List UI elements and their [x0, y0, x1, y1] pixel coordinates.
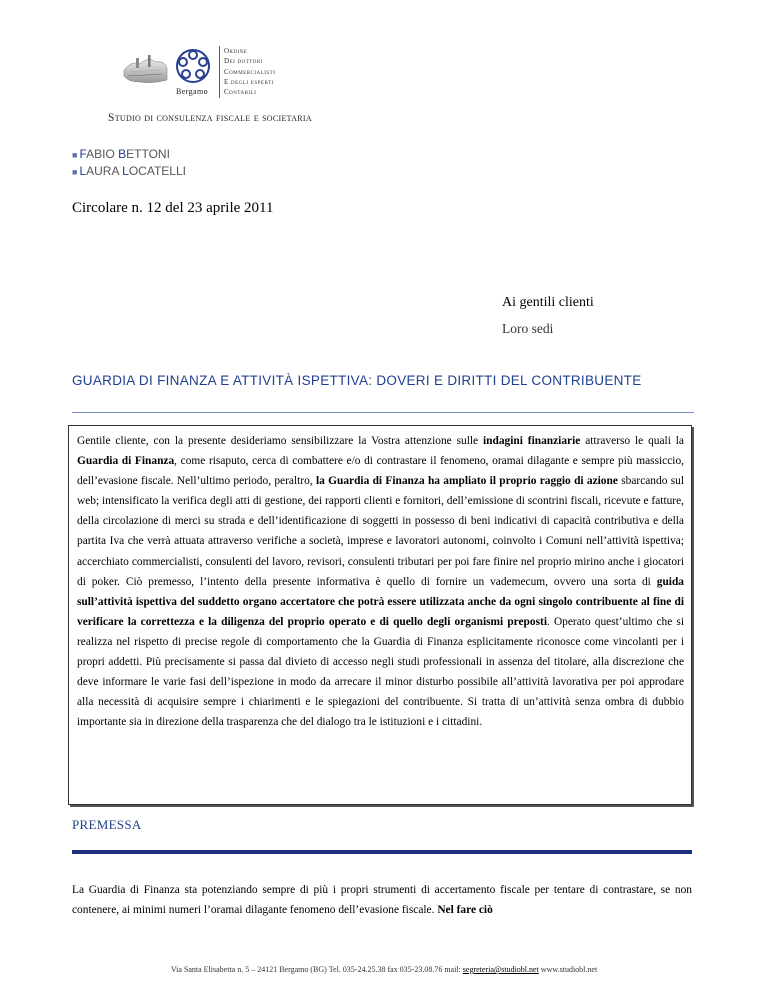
logo-line: Dei dottori — [224, 57, 263, 66]
section-heading: PREMESSA — [72, 817, 142, 832]
partner-name: ■ LAURA LOCATELLI — [72, 164, 186, 178]
logo-lines — [224, 46, 275, 97]
bullet-icon: ■ — [72, 167, 78, 177]
addressee-line: Ai gentili clienti — [502, 295, 594, 310]
logo-divider — [219, 46, 220, 98]
partner-name: ■ FABIO BETTONI — [72, 147, 170, 161]
logo-line: Contabili — [224, 88, 257, 97]
circular-number: Circolare n. 12 del 23 aprile 2011 — [72, 200, 274, 216]
studio-name: Studio di consulenza fiscale e societaria — [108, 112, 312, 124]
page-footer: Via Santa Elisabetta n. 5 – 24121 Bergamo (BG) Tel. 035-24.25.38 fax 035-23.08.76 mail: segreteria@studiobl.net www.studiobl.net — [170, 965, 598, 974]
email-link[interactable]: segreteria@studiobl.net — [462, 965, 539, 974]
partner-list — [72, 146, 186, 180]
section-divider — [72, 850, 692, 854]
document-title: GUARDIA DI FINANZA E ATTIVITÀ ISPETTIVA: DOVERI E DIRITTI DEL CONTRIBUENTE — [72, 373, 642, 388]
logo-city: Bergamo — [176, 87, 208, 96]
body-paragraph: La Guardia di Finanza sta potenziando sempre di più i propri strumenti di accertamento fiscale per tentare di contrastare, se non contenere, ai minimi numeri l’oramai dilagante fenomeno dell’evasione fiscale. Nel fare ciò — [72, 884, 692, 917]
addressee-line: Loro sedi — [502, 321, 554, 336]
title-divider — [72, 412, 694, 413]
addressee — [502, 290, 594, 342]
logo-line: Ordine — [224, 47, 248, 55]
logo-line: E degli esperti — [224, 77, 274, 86]
odcec-emblem-icon — [172, 46, 214, 86]
bergamo-skyline-image — [122, 46, 168, 86]
website-link[interactable]: www.studiobl.net — [538, 965, 598, 974]
bullet-icon: ■ — [72, 150, 78, 160]
intro-box: Gentile cliente, con la presente desideriamo sensibilizzare la Vostra attenzione sulle indagini finanziarie attraverso le quali la Guardia di Finanza, come risaputo, cerca di combattere e/o di contrastare il fenomeno, oramai dilagante e sempre più massiccio, dell’evasione fiscale. Nell’ultimo periodo, peraltro, la Guardia di Finanza ha ampliato il proprio raggio di azione sbarcando sul web; intensificato la verifica degli atti di gestione, dei rapporti clienti e fornitori, dell’emissione di scontrini fiscali, ricevute e fatture, della circolazione di merci su strada e dell’identificazione di soggetti in possesso di beni indicativi di capacità contributiva e della partita Iva che verrà attuata attraverso verifiche a società, imprese e lavoratori autonomi, coinvolto i Comuni nell’attività ispettiva; accerchiato commercialisti, consulenti del lavoro, revisori, consulenti tributari per poi fare finire nel proprio mirino anche i giocatori di poker. Ciò premesso, l’intento della presente informativa è quello di fornire un vademecum, ovvero una sorta di guida sull’attività ispettiva del suddetto organo accertatore che potrà essere utilizzata anche da ogni singolo contribuente al fine di verificare la correttezza e la diligenza del proprio operato e di quello degli organismi preposti. Operato quest’ultimo che si realizza nel rispetto di precise regole di comportamento che la Guardia di Finanza esplicitamente riconosce come vincolanti per i propri addetti. Più precisamente si passa dal divieto di accesso negli studi professionali in assenza del titolare, alla discrezione che deve informare le varie fasi dell’ispezione in modo da arrecare il minor disturbo possibile all’attività lavorativa per poi approdare alla necessità di acquisire sempre i chiarimenti e le spiegazioni del contribuente. Si tratta di un’attività senza ombra di dubbio importante sia in direzione della trasparenza che del dialogo tra le istituzioni e i cittadini. — [68, 425, 692, 805]
logo — [122, 46, 276, 102]
logo-line: Commercialisti — [224, 67, 276, 76]
